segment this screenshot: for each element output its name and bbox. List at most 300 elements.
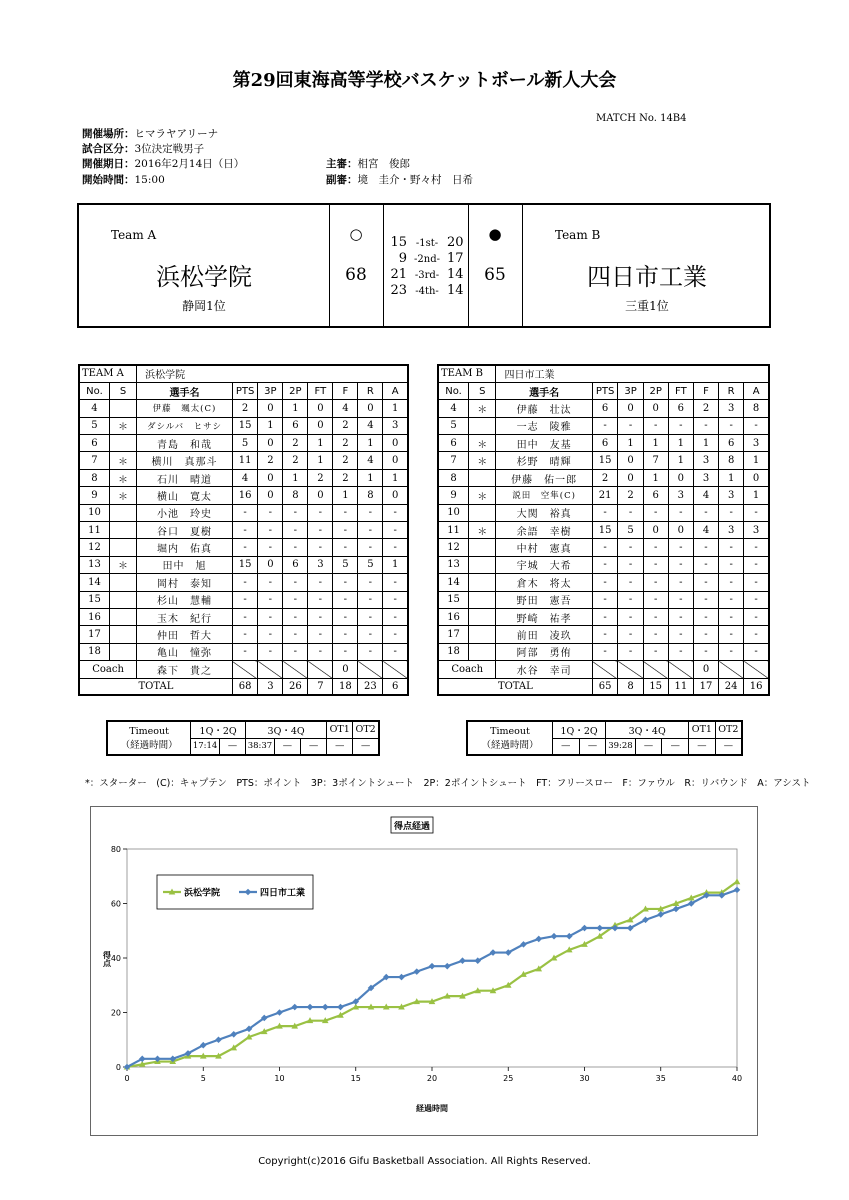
table-row — [79, 626, 408, 643]
stat-cell: ＊ — [469, 452, 496, 469]
stat-cell: - — [744, 504, 769, 521]
player-name: 玉木 紀行 — [137, 608, 233, 625]
stat-cell: - — [693, 591, 718, 608]
stat-cell: ＊ — [109, 556, 136, 573]
stat-cell — [469, 539, 496, 556]
total-cell: 6 — [383, 678, 408, 695]
player-name: 石川 晴道 — [137, 469, 233, 486]
stat-cell: 1 — [308, 435, 333, 452]
stat-cell: - — [383, 539, 408, 556]
stat-cell: - — [333, 591, 358, 608]
data-point — [429, 963, 436, 970]
stat-cell: - — [693, 608, 718, 625]
table-row — [438, 591, 769, 608]
stat-cell: - — [258, 539, 283, 556]
player-name: ダシルバ ヒサシ — [137, 417, 233, 434]
stat-cell: 1 — [719, 469, 744, 486]
blank-cell — [358, 661, 383, 678]
stat-cell — [109, 400, 136, 417]
stat-cell: - — [258, 574, 283, 591]
legend-entry: 四日市工業 — [260, 888, 306, 899]
stat-cell: 1 — [643, 469, 668, 486]
stat-cell: 4 — [693, 487, 718, 504]
timeout-value: ― — [552, 738, 579, 755]
stat-cell: 6 — [643, 487, 668, 504]
column-header-row — [79, 382, 408, 399]
stat-cell: - — [358, 626, 383, 643]
stat-cell: 6 — [668, 400, 693, 417]
y-tick-label: 60 — [110, 899, 121, 909]
x-tick-label: 0 — [124, 1074, 130, 1083]
blank-cell — [283, 661, 308, 678]
data-point — [398, 974, 405, 981]
table-row — [79, 452, 408, 469]
stat-cell — [109, 591, 136, 608]
stat-cell: - — [383, 608, 408, 625]
quarter-scores — [385, 235, 467, 299]
stat-cell: - — [358, 574, 383, 591]
scoreboard — [77, 203, 771, 328]
stat-cell — [109, 574, 136, 591]
stat-cell: - — [258, 643, 283, 660]
column-header: S — [109, 382, 136, 399]
stat-cell: 1 — [308, 452, 333, 469]
stat-cell: 0 — [618, 452, 643, 469]
stat-cell: - — [333, 643, 358, 660]
stat-cell: 3 — [719, 400, 744, 417]
umpire-row: 副審：境 圭介・野々村 日希 — [326, 174, 473, 186]
time-row: 開始時間：15:00 — [82, 174, 165, 186]
stat-cell: - — [283, 522, 308, 539]
stat-cell: - — [744, 608, 769, 625]
stat-cell: 3 — [383, 417, 408, 434]
player-name: 大関 裕真 — [496, 504, 592, 521]
stat-cell: 2 — [333, 417, 358, 434]
stat-cell: 0 — [258, 400, 283, 417]
blank-cell — [308, 661, 333, 678]
timeout-label — [107, 721, 191, 755]
chart-title: 得点経過 — [393, 822, 431, 832]
stat-cell: 0 — [744, 469, 769, 486]
x-tick-label: 40 — [731, 1074, 743, 1083]
blank-cell — [618, 661, 643, 678]
stat-cell: 4 — [232, 469, 258, 486]
stat-cell: 4 — [438, 400, 469, 417]
player-name: 田中 友基 — [496, 435, 592, 452]
stat-cell: - — [333, 504, 358, 521]
team-table-label: TEAM B — [438, 365, 496, 382]
total-cell: 16 — [744, 678, 769, 695]
category-label: 試合区分 — [82, 143, 124, 155]
match-number: MATCH No. 14B4 — [596, 113, 687, 124]
column-header: F — [333, 382, 358, 399]
table-row — [79, 591, 408, 608]
stat-cell — [469, 417, 496, 434]
stat-cell: 15 — [592, 452, 618, 469]
stat-cell: 0 — [258, 435, 283, 452]
total-cell: 11 — [668, 678, 693, 695]
stat-cell: 6 — [719, 435, 744, 452]
timeout-value: ― — [353, 738, 379, 755]
stats-legend: *：スターター (C)：キャプテン PTS：ポイント 3P：3ポイントシュート 2P：2ポイントシュート FT：フリースロー F：ファウル R：リバウンド A：アシスト — [85, 778, 811, 789]
stat-cell: 11 — [79, 522, 109, 539]
team-a-rank: 静岡1位 — [182, 299, 226, 313]
stat-cell: - — [232, 504, 258, 521]
score-progress-chart — [90, 806, 758, 1136]
team-b-rank: 三重1位 — [625, 299, 669, 313]
stat-cell: 12 — [79, 539, 109, 556]
timeout-header: OT2 — [715, 721, 742, 738]
table-row — [79, 435, 408, 452]
stat-cell — [109, 626, 136, 643]
stat-cell: 15 — [438, 591, 469, 608]
timeout-header: OT2 — [353, 721, 379, 738]
stat-cell: 2 — [333, 452, 358, 469]
player-name: 倉木 将太 — [496, 574, 592, 591]
stat-cell: 8 — [438, 469, 469, 486]
stat-cell: - — [333, 608, 358, 625]
stat-cell: 21 — [592, 487, 618, 504]
column-header: F — [693, 382, 718, 399]
player-name: 宇城 大希 — [496, 556, 592, 573]
table-row — [438, 487, 769, 504]
category-row: 試合区分：3位決定戦男子 — [82, 143, 205, 155]
data-point — [230, 1031, 237, 1038]
stat-cell: - — [232, 626, 258, 643]
stat-cell: - — [333, 539, 358, 556]
stat-cell: 6 — [283, 417, 308, 434]
coach-label: Coach — [438, 661, 496, 678]
data-point — [535, 936, 542, 943]
stat-cell: - — [308, 574, 333, 591]
stat-cell: - — [333, 626, 358, 643]
stat-cell — [469, 504, 496, 521]
stat-cell: 6 — [79, 435, 109, 452]
stat-cell: 1 — [258, 417, 283, 434]
player-name: 一志 陵雅 — [496, 417, 592, 434]
legend-entry: 浜松学院 — [184, 888, 221, 899]
time-label: 開始時間 — [82, 174, 124, 186]
column-header: PTS — [232, 382, 258, 399]
stat-cell: ＊ — [109, 452, 136, 469]
timeout-header: 3Q・4Q — [606, 721, 689, 738]
stat-cell: 18 — [438, 643, 469, 660]
stat-cell: - — [693, 556, 718, 573]
venue-row: 開催場所：ヒマラヤアリーナ — [82, 128, 219, 140]
stat-cell: - — [592, 417, 618, 434]
table-row — [79, 643, 408, 660]
stat-cell: 2 — [232, 400, 258, 417]
stat-cell — [469, 574, 496, 591]
data-point — [322, 1004, 329, 1011]
stat-cell: 6 — [438, 435, 469, 452]
x-tick-label: 30 — [579, 1074, 590, 1083]
column-header: R — [719, 382, 744, 399]
player-name: 小池 玲史 — [137, 504, 233, 521]
player-name: 野田 憲吾 — [496, 591, 592, 608]
total-cell: 3 — [258, 678, 283, 695]
stat-cell: 15 — [79, 591, 109, 608]
timeout-header: OT1 — [327, 721, 353, 738]
stat-cell: - — [643, 504, 668, 521]
x-axis-label: 経過時間 — [416, 1104, 448, 1113]
timeout-header: 1Q・2Q — [552, 721, 605, 738]
stat-cell: - — [618, 504, 643, 521]
stat-cell: - — [668, 417, 693, 434]
stat-cell: 0 — [308, 400, 333, 417]
stat-cell: 16 — [79, 608, 109, 625]
timeout-sublabel: （経過時間） — [481, 739, 539, 751]
total-cell: 7 — [308, 678, 333, 695]
column-header: S — [469, 382, 496, 399]
table-row — [438, 400, 769, 417]
table-row — [79, 608, 408, 625]
date-label: 開催期日 — [82, 158, 124, 170]
stat-cell: - — [693, 417, 718, 434]
referee-label: 主審 — [326, 158, 347, 170]
stat-cell: - — [283, 539, 308, 556]
data-point — [673, 906, 680, 913]
stat-cell: - — [232, 522, 258, 539]
stat-cell: - — [283, 591, 308, 608]
column-header: No. — [438, 382, 469, 399]
stat-cell: 2 — [258, 452, 283, 469]
stat-cell: 8 — [719, 452, 744, 469]
stat-cell: 1 — [668, 452, 693, 469]
stat-cell: 2 — [283, 435, 308, 452]
stat-cell: 1 — [383, 556, 408, 573]
stat-cell: - — [258, 626, 283, 643]
team-b-stats-table — [437, 364, 770, 696]
timeout-header: 3Q・4Q — [246, 721, 327, 738]
stat-cell: 7 — [438, 452, 469, 469]
blank-cell — [232, 661, 258, 678]
timeout-title: Timeout — [129, 725, 169, 737]
stat-cell: - — [358, 591, 383, 608]
team-a-name: 浜松学院 — [156, 263, 252, 291]
referee-row: 主審：相宮 俊郎 — [326, 158, 410, 170]
stat-cell: 1 — [358, 435, 383, 452]
timeout-header: 1Q・2Q — [191, 721, 246, 738]
stat-cell: - — [643, 539, 668, 556]
player-name: 阿部 勇侑 — [496, 643, 592, 660]
stat-cell: ＊ — [109, 469, 136, 486]
y-tick-label: 20 — [110, 1008, 121, 1018]
column-header: 選手名 — [137, 382, 233, 399]
score-progress-svg — [91, 807, 759, 1137]
stat-cell: 10 — [79, 504, 109, 521]
stat-cell: - — [258, 504, 283, 521]
stat-cell: - — [232, 643, 258, 660]
stat-cell: - — [592, 539, 618, 556]
stat-cell: - — [258, 591, 283, 608]
total-cell: 15 — [643, 678, 668, 695]
team-a-score: 68 — [345, 265, 367, 285]
team-header-row — [438, 365, 769, 382]
stat-cell: - — [333, 574, 358, 591]
stat-cell: 3 — [668, 487, 693, 504]
timeout-value: 39:28 — [606, 738, 635, 755]
stat-cell: 5 — [79, 417, 109, 434]
stat-cell: - — [232, 591, 258, 608]
stat-cell: 12 — [438, 539, 469, 556]
stat-cell — [109, 539, 136, 556]
y-tick-label: 0 — [115, 1063, 121, 1072]
total-cell: 26 — [283, 678, 308, 695]
stat-cell — [469, 608, 496, 625]
column-header: FT — [308, 382, 333, 399]
stat-cell: - — [618, 591, 643, 608]
stat-cell: - — [744, 643, 769, 660]
stat-cell: - — [643, 626, 668, 643]
stat-cell: 0 — [258, 487, 283, 504]
stat-cell: 0 — [668, 469, 693, 486]
table-row — [79, 417, 408, 434]
team-header-row — [79, 365, 408, 382]
venue-label: 開催場所 — [82, 128, 124, 140]
stat-cell: 8 — [79, 469, 109, 486]
team-b-name: 四日市工業 — [587, 263, 707, 291]
stat-cell — [469, 556, 496, 573]
stat-cell: - — [308, 504, 333, 521]
total-label: TOTAL — [438, 678, 592, 695]
stat-cell: 15 — [232, 556, 258, 573]
total-row — [79, 678, 408, 695]
stat-cell: - — [383, 504, 408, 521]
player-name: 野崎 祐孝 — [496, 608, 592, 625]
date-row: 開催期日：2016年2月14日（日） — [82, 158, 245, 170]
stat-cell: 2 — [618, 487, 643, 504]
coach-row — [79, 661, 408, 678]
stat-cell: - — [693, 643, 718, 660]
stat-cell: - — [693, 574, 718, 591]
stat-cell: - — [308, 539, 333, 556]
table-row — [79, 400, 408, 417]
total-cell: 24 — [719, 678, 744, 695]
stat-cell: - — [744, 574, 769, 591]
stat-cell — [109, 643, 136, 660]
blank-cell — [592, 661, 618, 678]
stat-cell: - — [618, 417, 643, 434]
stat-cell: 0 — [643, 522, 668, 539]
stat-cell — [109, 504, 136, 521]
player-name: 横山 寛太 — [137, 487, 233, 504]
stat-cell: 5 — [618, 522, 643, 539]
stat-cell: - — [744, 556, 769, 573]
stat-cell: 4 — [79, 400, 109, 417]
stat-cell: 0 — [618, 469, 643, 486]
column-header-row — [438, 382, 769, 399]
stat-cell: - — [744, 417, 769, 434]
stat-cell: 4 — [693, 522, 718, 539]
table-row — [79, 556, 408, 573]
stat-cell: 1 — [618, 435, 643, 452]
total-cell: 8 — [618, 678, 643, 695]
table-row — [79, 574, 408, 591]
stat-cell: - — [592, 574, 618, 591]
timeout-value: ― — [327, 738, 353, 755]
stat-cell: - — [308, 643, 333, 660]
stat-cell: - — [358, 539, 383, 556]
stat-cell: 3 — [308, 556, 333, 573]
player-name: 杉山 慧輔 — [137, 591, 233, 608]
coach-row — [438, 661, 769, 678]
quarter-row: 23 -4th- 14 — [390, 283, 464, 298]
stat-cell: 3 — [693, 469, 718, 486]
total-cell: 23 — [358, 678, 383, 695]
x-tick-label: 15 — [350, 1074, 361, 1083]
stat-cell: - — [719, 574, 744, 591]
table-row — [438, 556, 769, 573]
column-header: 選手名 — [496, 382, 592, 399]
stat-cell: 15 — [232, 417, 258, 434]
date-value: 2016年2月14日（日） — [134, 158, 245, 170]
timeout-value: ― — [579, 738, 606, 755]
stat-cell: - — [592, 591, 618, 608]
total-cell: 68 — [232, 678, 258, 695]
column-header: 3P — [258, 382, 283, 399]
table-row — [438, 435, 769, 452]
stat-cell: 8 — [358, 487, 383, 504]
team-b-score: 65 — [484, 265, 506, 285]
stat-cell: - — [693, 539, 718, 556]
player-name: 杉野 晴輝 — [496, 452, 592, 469]
timeout-value: ― — [689, 738, 716, 755]
stat-cell: 1 — [283, 400, 308, 417]
stat-cell: - — [719, 591, 744, 608]
total-cell: 65 — [592, 678, 618, 695]
stat-cell: 18 — [79, 643, 109, 660]
stat-cell: 0 — [258, 556, 283, 573]
total-cell: 17 — [693, 678, 718, 695]
stat-cell: 11 — [438, 522, 469, 539]
stat-cell: ＊ — [469, 522, 496, 539]
stat-cell: - — [693, 504, 718, 521]
umpire-value: 境 圭介・野々村 日希 — [357, 174, 473, 186]
stat-cell: ＊ — [469, 435, 496, 452]
team-a-stats-table — [78, 364, 409, 696]
table-row — [438, 574, 769, 591]
table-row — [438, 417, 769, 434]
stat-cell: - — [258, 522, 283, 539]
stat-cell: 5 — [232, 435, 258, 452]
stat-cell: 9 — [79, 487, 109, 504]
stat-cell: - — [668, 626, 693, 643]
stat-cell: 3 — [744, 435, 769, 452]
stat-cell: 4 — [333, 400, 358, 417]
stat-cell: 1 — [383, 469, 408, 486]
stat-cell: - — [232, 608, 258, 625]
blank-cell — [258, 661, 283, 678]
stat-cell: 5 — [333, 556, 358, 573]
x-tick-label: 25 — [503, 1074, 514, 1083]
stat-cell: - — [719, 608, 744, 625]
stat-cell: 11 — [232, 452, 258, 469]
stat-cell: 1 — [643, 435, 668, 452]
blank-cell — [744, 661, 769, 678]
stat-cell: 0 — [383, 435, 408, 452]
stat-cell: 2 — [333, 469, 358, 486]
y-axis-label: 得点 — [102, 951, 112, 967]
stat-cell: - — [383, 626, 408, 643]
player-name: 余語 幸樹 — [496, 522, 592, 539]
stat-cell: - — [668, 608, 693, 625]
stat-cell: - — [358, 522, 383, 539]
stat-cell — [469, 643, 496, 660]
table-row — [79, 522, 408, 539]
data-point — [657, 911, 664, 918]
stat-cell: - — [719, 643, 744, 660]
